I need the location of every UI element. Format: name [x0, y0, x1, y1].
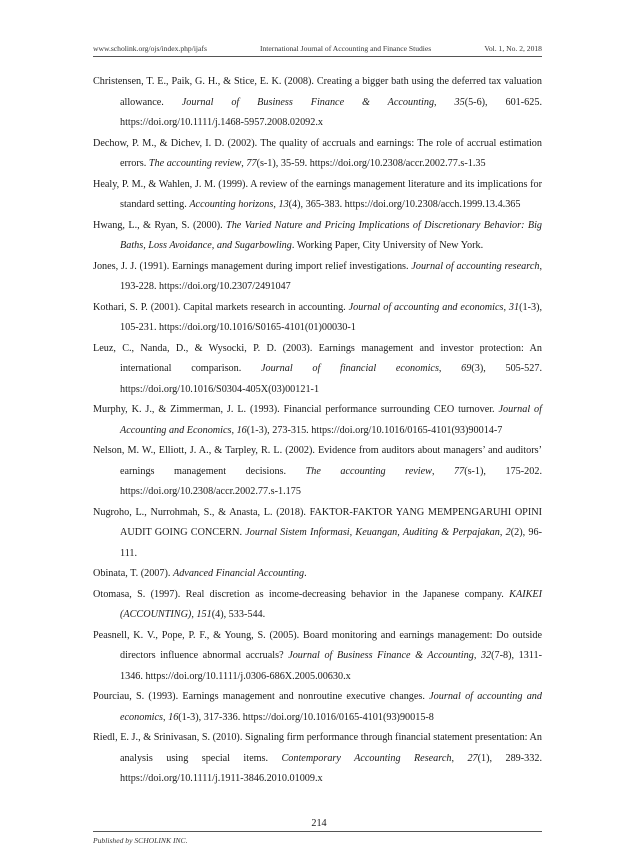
reference-volume: 35 — [454, 96, 465, 108]
reference-details: (s-1), 175-202. https://doi.org/10.2308/accr.2002.77.s-1.175 — [120, 465, 542, 497]
reference-volume: 32 — [480, 650, 492, 661]
reference-volume: 77 — [246, 158, 257, 169]
footer-divider — [93, 831, 542, 832]
reference-details: (5-6), 601-625. https://doi.org/10.1111/j.1468-5957.2008.02092.x — [120, 96, 543, 128]
reference-source: Journal Sistem Informasi, Keuangan, Auditing & Perpajakan — [245, 527, 500, 538]
reference-volume: 77 — [454, 465, 465, 477]
reference-details: (3), 505-527. https://doi.org/10.1016/S0304-405X(03)00121-1 — [120, 363, 542, 395]
reference-entry — [93, 175, 542, 216]
reference-volume: 27 — [467, 752, 478, 764]
reference-entry — [93, 216, 542, 257]
reference-source: Journal of financial economics — [260, 363, 439, 374]
reference-entry — [93, 441, 542, 503]
reference-volume: 151 — [196, 609, 212, 620]
reference-entry — [93, 257, 542, 298]
reference-text: Nugroho, L., Nurrohmah, S., & Anasta, L. (2018). FAKTOR-FAKTOR YANG MEMPENGARUHI OPINI AUDIT GOING CONCERN. — [93, 506, 542, 538]
reference-entry — [93, 134, 542, 175]
reference-separator: , — [231, 424, 237, 436]
reference-source: Journal of accounting and economics — [348, 301, 504, 313]
reference-entry — [93, 728, 542, 790]
reference-source: Journal of accounting research — [411, 260, 540, 272]
reference-source: Journal of accounting and economics — [120, 691, 542, 723]
reference-separator: , — [163, 711, 169, 723]
reference-details: (1-3), 273-315. https://doi.org/10.1016/0165-4101(93)90014-7 — [246, 424, 503, 436]
reference-text: Riedl, E. J., & Srinivasan, S. (2010). Signaling firm performance through financial statement presentation: An analysis using special items. — [93, 732, 542, 764]
reference-volume: 13 — [278, 199, 289, 210]
header-url[interactable]: www.scholink.org/ojs/index.php/ijafs — [93, 44, 207, 53]
reference-text: Dechow, P. M., & Dichev, I. D. (2002). The quality of accruals and earnings: The role of accrual estimation errors. — [93, 137, 542, 169]
reference-text: Leuz, C., Nanda, D., & Wysocki, P. D. (2003). Earnings management and investor protection: An international comparison. — [93, 342, 542, 374]
reference-text: Pourciau, S. (1993). Earnings management and nonroutine executive changes. — [93, 691, 430, 702]
reference-separator: , — [273, 199, 279, 210]
reference-text: Jones, J. J. (1991). Earnings management during import relief investigations. — [93, 260, 412, 272]
header-volume: Vol. 1, No. 2, 2018 — [484, 44, 542, 53]
reference-entry — [93, 626, 542, 688]
reference-list — [93, 72, 542, 790]
reference-separator: , — [473, 650, 481, 661]
reference-volume: 16 — [168, 711, 179, 723]
reference-entry — [93, 72, 542, 134]
reference-details: (s-1), 35-59. https://doi.org/10.2308/accr.2002.77.s-1.35 — [256, 158, 486, 169]
reference-text: Murphy, K. J., & Zimmerman, J. L. (1993). Financial performance surrounding CEO turnover. — [93, 404, 499, 415]
reference-text: Obinata, T. (2007). — [93, 568, 173, 579]
reference-entry — [93, 503, 542, 565]
reference-entry — [93, 298, 542, 339]
reference-separator: , — [241, 158, 247, 169]
reference-details: (7-8), 1311-1346. https://doi.org/10.1111/j.0306-686X.2005.00630.x — [120, 650, 543, 682]
reference-text: Peasnell, K. V., Pope, P. F., & Young, S. (2005). Board monitoring and earnings management: Do outside directors influence abnormal accruals? — [93, 629, 542, 661]
reference-details: . Working Paper, City University of New York. — [291, 240, 484, 251]
reference-separator: , — [438, 363, 462, 374]
reference-source: Journal of Business Finance & Accounting — [288, 650, 474, 661]
reference-source: Contemporary Accounting Research — [281, 752, 452, 764]
reference-details: (1-3), 317-336. https://doi.org/10.1016/0165-4101(93)90015-8 — [178, 711, 434, 723]
reference-details: (2), 96-111. — [120, 527, 542, 559]
reference-source: Journal of Business Finance & Accounting — [181, 96, 435, 108]
reference-text: Christensen, T. E., Paik, G. H., & Stice, E. K. (2008). Creating a bigger bath using the deferred tax valuation allowance. — [93, 76, 542, 108]
header-divider — [93, 56, 542, 57]
reference-source: The accounting review — [148, 158, 242, 169]
reference-text: Hwang, L., & Ryan, S. (2000). — [93, 219, 227, 231]
reference-volume: 69 — [461, 363, 472, 374]
reference-details: , 193-228. https://doi.org/10.2307/2491047 — [120, 260, 542, 292]
reference-entry — [93, 585, 542, 626]
reference-separator: , — [191, 609, 197, 620]
reference-source: Journal of Accounting and Economics — [120, 404, 542, 436]
header-journal-title: International Journal of Accounting and Finance Studies — [259, 44, 432, 53]
reference-separator: , — [451, 752, 468, 764]
reference-text: Healy, P. M., & Wahlen, J. M. (1999). A review of the earnings management literature and its implications for standard setting. — [93, 178, 542, 210]
reference-separator: , — [434, 96, 455, 108]
reference-separator: , — [499, 527, 506, 538]
reference-entry — [93, 400, 542, 441]
reference-source: KAIKEI (ACCOUNTING) — [120, 588, 542, 620]
reference-volume: 16 — [236, 424, 247, 436]
reference-entry — [93, 339, 542, 401]
reference-text: Kothari, S. P. (2001). Capital markets research in accounting. — [93, 301, 349, 313]
reference-source: Advanced Financial Accounting — [172, 568, 305, 579]
reference-source: The Varied Nature and Pricing Implications of Discretionary Behavior: Big Baths, Loss Avoidance, and Sugarbowling — [120, 219, 542, 251]
reference-entry — [93, 687, 542, 728]
reference-details: (4), 365-383. https://doi.org/10.2308/acch.1999.13.4.365 — [288, 199, 521, 210]
reference-source: Accounting horizons — [189, 199, 274, 210]
reference-text: Nelson, M. W., Elliott, J. A., & Tarpley, R. L. (2002). Evidence from auditors about managers’ and auditors’ earnings management decisions. — [93, 445, 542, 477]
page-number: 214 — [311, 818, 327, 829]
reference-details: (1), 289-332. https://doi.org/10.1111/j.1911-3846.2010.01009.x — [120, 752, 542, 784]
reference-separator: , — [431, 465, 454, 477]
reference-separator: , — [503, 301, 509, 313]
running-header — [93, 44, 542, 53]
reference-text: Otomasa, S. (1997). Real discretion as income-decreasing behavior in the Japanese company. — [93, 588, 510, 600]
reference-details: . — [304, 568, 307, 579]
publisher-footer: Published by SCHOLINK INC. — [93, 836, 188, 845]
reference-volume: 2 — [505, 527, 511, 538]
reference-volume: 31 — [508, 301, 520, 313]
reference-source: The accounting review — [305, 465, 432, 477]
reference-details: (1-3), 105-231. https://doi.org/10.1016/S0165-4101(01)00030-1 — [120, 301, 543, 333]
reference-details: (4), 533-544. — [211, 609, 266, 620]
reference-entry — [93, 564, 542, 585]
